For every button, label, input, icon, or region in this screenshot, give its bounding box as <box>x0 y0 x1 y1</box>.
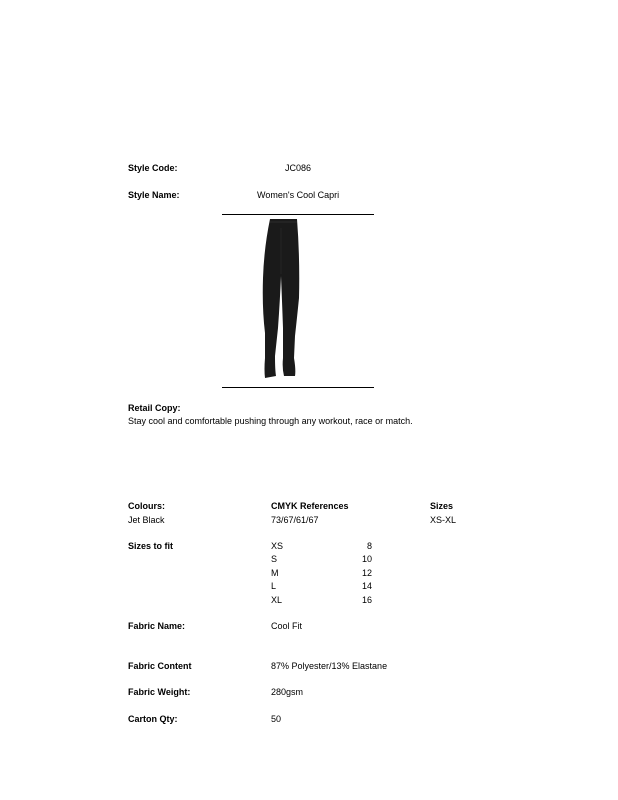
size-row-xs-size: XS <box>271 541 284 551</box>
colours-label: Colours: <box>128 501 165 511</box>
size-row-s-size: S <box>271 554 278 564</box>
image-top-rule <box>222 214 374 215</box>
size-row-m-value: 12 <box>362 568 373 578</box>
sizes-label: Sizes <box>430 501 454 511</box>
fabric-weight-value: 280gsm <box>271 687 304 697</box>
fabric-name-value: Cool Fit <box>271 621 303 631</box>
fabric-weight-label: Fabric Weight: <box>128 687 191 697</box>
style-code-label: Style Code: <box>128 163 178 173</box>
size-row-l-size: L <box>271 581 277 591</box>
cmyk-references-label: CMYK References <box>271 501 349 511</box>
fabric-content-label: Fabric Content <box>128 661 192 671</box>
carton-qty-label: Carton Qty: <box>128 714 178 724</box>
cmyk-value: 73/67/61/67 <box>271 515 319 525</box>
size-row-m-size: M <box>271 568 279 578</box>
fabric-name-label: Fabric Name: <box>128 621 186 631</box>
sizes-to-fit-label: Sizes to fit <box>128 541 174 551</box>
sizes-value: XS-XL <box>430 515 457 525</box>
size-row-xl-value: 16 <box>362 595 373 605</box>
image-bottom-rule <box>222 387 374 388</box>
capri-leggings-icon <box>256 218 306 380</box>
style-name-value: Women's Cool Capri <box>257 190 340 200</box>
carton-qty-value: 50 <box>271 714 282 724</box>
style-code-value: JC086 <box>285 163 312 173</box>
size-row-s-value: 10 <box>362 554 373 564</box>
size-row-xs-value: 8 <box>366 541 372 551</box>
retail-copy-label: Retail Copy: <box>128 403 181 413</box>
size-row-xl-size: XL <box>271 595 283 605</box>
colour-value: Jet Black <box>128 515 165 525</box>
style-name-label: Style Name: <box>128 190 180 200</box>
fabric-content-value: 87% Polyester/13% Elastane <box>271 661 388 671</box>
size-row-l-value: 14 <box>362 581 373 591</box>
retail-copy-text: Stay cool and comfortable pushing through any workout, race or match. <box>128 416 413 426</box>
